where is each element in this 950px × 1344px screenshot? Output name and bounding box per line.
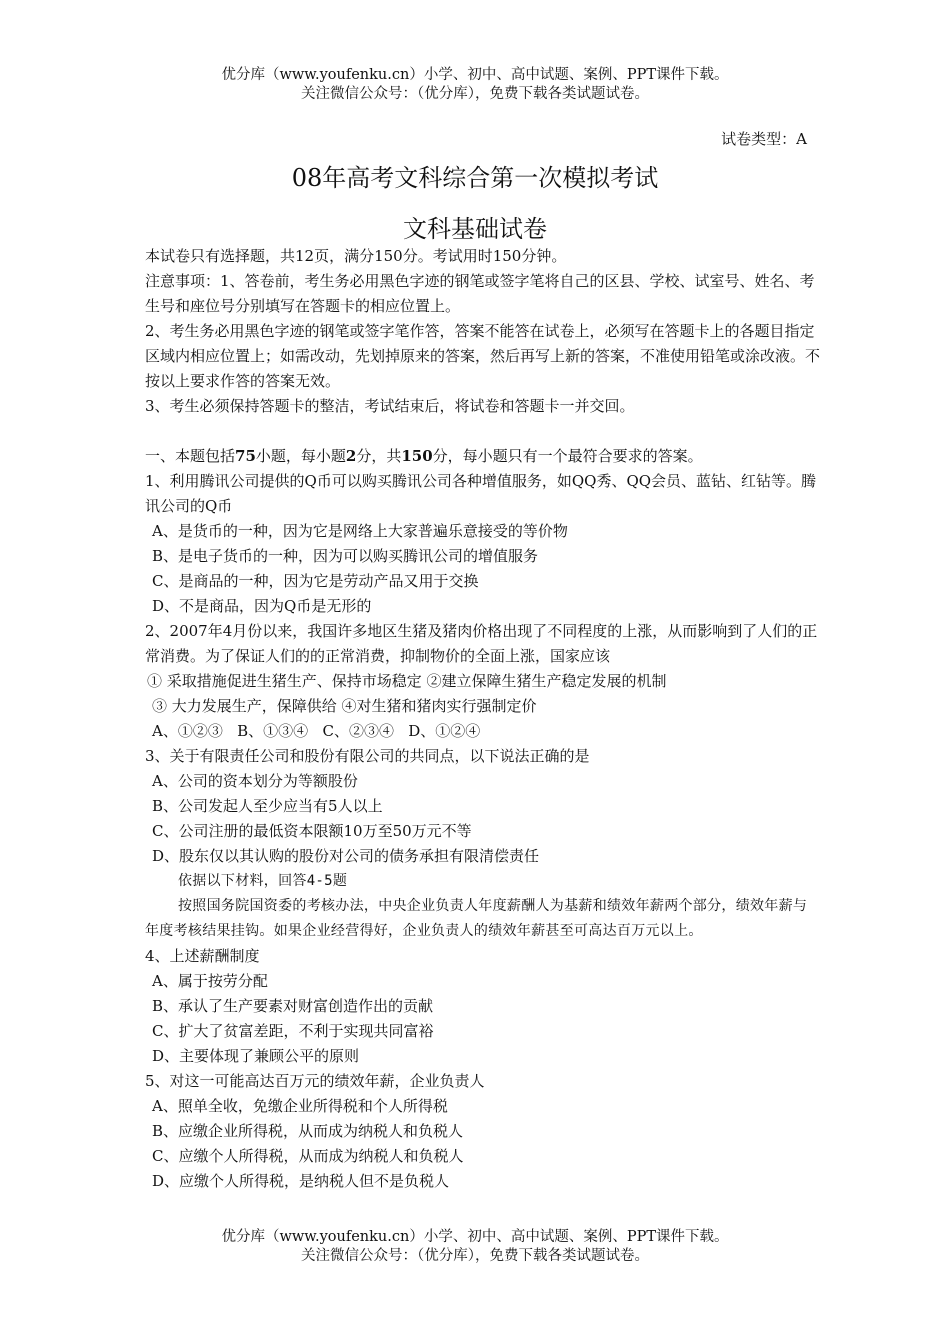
total-points: 150 — [401, 447, 433, 465]
question-stem: 3、关于有限责任公司和股份有限公司的共同点，以下说法正确的是 — [145, 747, 590, 765]
question-stem: 5、对这一可能高达百万元的绩效年薪，企业负责人 — [145, 1072, 485, 1090]
exam-subtitle: 文科基础试卷 — [403, 215, 547, 243]
paper-type: 试卷类型：A — [721, 130, 807, 148]
material-intro: 依据以下材料，回答4-5题 — [178, 873, 348, 889]
exam-title: 08年高考文科综合第一次模拟考试 — [291, 164, 659, 192]
footer-line-1: 优分库（www.youfenku.cn）小学、初中、高中试题、案例、PPT课件下载。 — [221, 1229, 729, 1245]
instruction-line: 本试卷只有选择题，共12页，满分150分。考试用时150分钟。 — [145, 247, 567, 265]
answer-option: D、股东仅以其认购的股份对公司的债务承担有限清偿责任 — [152, 847, 540, 865]
answer-option: D、主要体现了兼顾公平的原则 — [152, 1047, 360, 1065]
section-text: 分，每小题只有一个最符合要求的答案。 — [432, 447, 703, 465]
question-stem: 1、利用腾讯公司提供的Q币可以购买腾讯公司各种增值服务，如QQ秀、QQ会员、蓝钻、红钻等。腾讯公司的Q币 — [145, 472, 817, 515]
header-line-2: 关注微信公众号：（优分库），免费下载各类试题试卷。 — [301, 86, 649, 102]
blank-line — [145, 419, 820, 444]
answer-option: C、公司注册的最低资本限额10万至50万元不等 — [152, 822, 472, 840]
answer-option: A、属于按劳分配 — [152, 972, 268, 990]
answer-option: D、不是商品，因为Q币是无形的 — [152, 597, 372, 615]
footer-line-2: 关注微信公众号：（优分库），免费下载各类试题试卷。 — [301, 1248, 649, 1264]
page-header — [0, 66, 950, 104]
answer-option: A、是货币的一种，因为它是网络上大家普遍乐意接受的等价物 — [152, 522, 568, 540]
answer-option: B、应缴企业所得税，从而成为纳税人和负税人 — [152, 1122, 464, 1140]
section-text: 分，共 — [356, 447, 402, 465]
statement-item: ③ 大力发展生产，保障供给 ④对生猪和猪肉实行强制定价 — [152, 697, 537, 715]
answer-option: B、公司发起人至少应当有5人以上 — [152, 797, 383, 815]
answer-option: C、扩大了贫富差距，不利于实现共同富裕 — [152, 1022, 434, 1040]
answer-option: A、照单全收，免缴企业所得税和个人所得税 — [152, 1097, 448, 1115]
answer-option: B、承认了生产要素对财富创造作出的贡献 — [152, 997, 434, 1015]
page-footer — [0, 1228, 950, 1266]
header-line-1: 优分库（www.youfenku.cn）小学、初中、高中试题、案例、PPT课件下载。 — [221, 67, 729, 83]
section-text: 小题，每小题 — [255, 447, 346, 465]
question-stem: 2、2007年4月份以来，我国许多地区生猪及猪肉价格出现了不同程度的上涨，从而影响到了人们的正常消费。为了保证人们的的正常消费，抑制物价的全面上涨，国家应该 — [145, 622, 818, 665]
answer-option: C、是商品的一种，因为它是劳动产品又用于交换 — [152, 572, 479, 590]
section-heading — [145, 444, 820, 469]
answer-option: D、应缴个人所得税，是纳税人但不是负税人 — [152, 1172, 450, 1190]
instruction-line: 2、考生务必用黑色字迹的钢笔或签字笔作答，答案不能答在试卷上，必须写在答题卡上的各题目指定区域内相应位置上；如需改动，先划掉原来的答案，然后再写上新的答案，不准使用铅笔或涂改液。不按以上要求作答的答案无效。 — [145, 322, 821, 390]
question-stem: 4、上述薪酬制度 — [145, 947, 260, 965]
material-text: 按照国务院国资委的考核办法，中央企业负责人年度薪酬人为基薪和绩效年薪两个部分，绩效年薪与年度考核结果挂钩。如果企业经营得好，企业负责人的绩效年薪甚至可高达百万元以上。 — [145, 898, 808, 939]
answer-option: A、公司的资本划分为等额股份 — [152, 772, 358, 790]
instruction-line: 注意事项：1、答卷前，考生务必用黑色字迹的钢笔或签字笔将自己的区县、学校、试室号、姓名、考生号和座位号分别填写在答题卡的相应位置上。 — [145, 272, 815, 315]
instruction-line: 3、考生必须保持答题卡的整洁，考试结束后，将试卷和答题卡一并交回。 — [145, 397, 635, 415]
answer-option: C、应缴个人所得税，从而成为纳税人和负税人 — [152, 1147, 464, 1165]
question-count: 75 — [235, 447, 256, 465]
answer-option: B、是电子货币的一种，因为可以购买腾讯公司的增值服务 — [152, 547, 539, 565]
exam-body — [145, 244, 820, 1194]
section-text: 一、本题包括 — [145, 447, 236, 465]
statement-item: ① 采取措施促进生猪生产、保持市场稳定 ②建立保障生猪生产稳定发展的机制 — [147, 672, 667, 690]
answer-options: A、①②③ B、①③④ C、②③④ D、①②④ — [152, 722, 481, 740]
points-each: 2 — [345, 447, 357, 465]
